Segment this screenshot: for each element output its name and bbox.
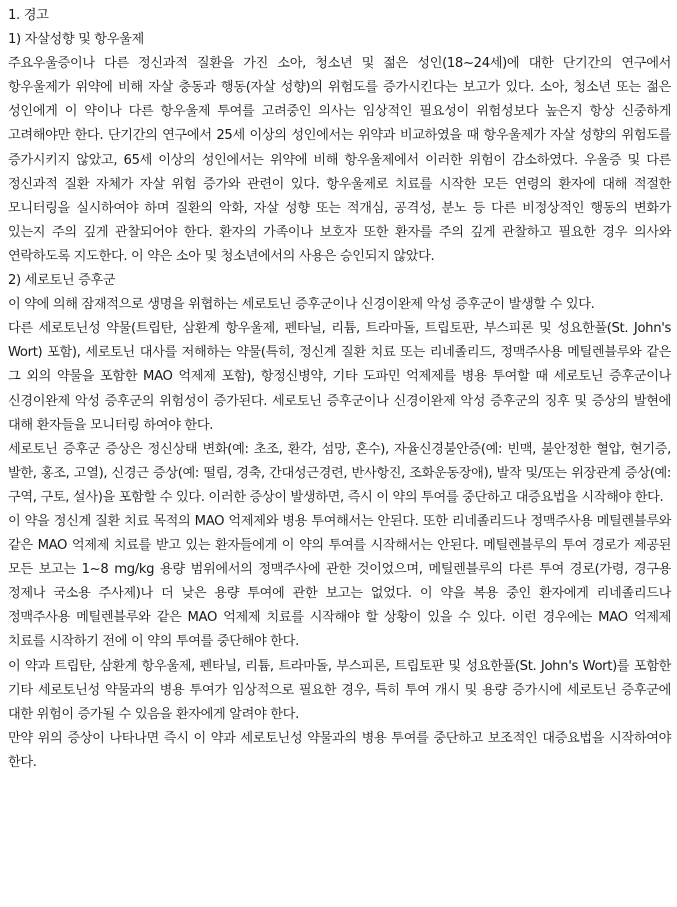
paragraph-mao-inhibitors: 이 약을 정신계 질환 치료 목적의 MAO 억제제와 병용 투여해서는 안된다. 또한 리네졸리드나 정맥주사용 메틸렌블루와 같은 MAO 억제제 치료를 받고 있는 환자들에게 이 약의 투여를 시작해서는 안된다. 메틸렌블루의 투여 경로가 제공된 모든 보고는 1~8 mg/kg 용량 범위에서의 정맥주사에 관한 것이었으며, 메틸렌블루의 다른 투여 경로(가령, 경구용 정제나 국소용 주사제)나 더 낮은 용량 투여에 관한 보고는 없었다. 이 약을 복용 중인 환자에게 리네졸리드나 정맥주사용 메틸렌블루와 같은 MAO 억제제 치료를 시작해야 할 상황이 있을 수 있다. 이런 경우에는 MAO 억제제 치료를 시작하기 전에 이 약의 투여를 중단해야 한다. — [8, 513, 671, 650]
section-title: 1. 경고 — [8, 8, 49, 23]
paragraph-discontinuation: 만약 위의 증상이 나타나면 즉시 이 약과 세로토닌성 약물과의 병용 투여를 중단하고 보조적인 대증요법을 시작하여야 한다. — [8, 730, 671, 770]
paragraph-patient-notice: 이 약과 트립탄, 삼환계 항우울제, 펜타닐, 리튬, 트라마돌, 부스피론, 트립토판 및 성요한풀(St. John's Wort)를 포함한 기타 세로토닌성 약물과의 병용 투여가 임상적으로 필요한 경우, 특히 투여 개시 및 용량 증가시에 세로토닌 증후군에 대한 위험이 증가될 수 있음을 환자에게 알려야 한다. — [8, 658, 671, 722]
subsection-title-serotonin-syndrome: 2) 세로토닌 증후군 — [8, 273, 116, 289]
paragraph-serotonin-risk: 이 약에 의해 잠재적으로 생명을 위협하는 세로토닌 증후군이나 신경이완제 악성 증후군이 발생할 수 있다. — [8, 297, 595, 313]
paragraph-serotonergic-drugs: 다른 세로토닌성 약물(트립탄, 삼환계 항우울제, 펜타닐, 리튬, 트라마돌, 트립토판, 부스피론 및 성요한풀(St. John's Wort) 포함), 세로토닌 대사를 저해하는 약물(특히, 정신계 질환 치료 또는 리네졸리드, 정맥주사용 메틸렌블루와 같은 그 외의 약물을 포함한 MAO 억제제 포함), 항정신병약, 기타 도파민 억제제를 병용 투여할 때 세로토닌 증후군이나 신경이완제 악성 증후군의 위험성이 증가된다. 세로토닌 증후군이나 신경이완제 악성 증후군의 징후 및 증상의 발현에 대해 환자들을 모니터링 하여야 한다. — [8, 321, 671, 433]
subsection-title-suicidality: 1) 자살성향 및 항우울제 — [8, 32, 144, 48]
paragraph-suicidality: 주요우울증이나 다른 정신과적 질환을 가진 소아, 청소년 및 젊은 성인(18~24세)에 대한 단기간의 연구에서 항우울제가 위약에 비해 자살 충동과 행동(자살 성향)의 위험도를 증가시킨다는 보고가 있다. 소아, 청소년 또는 젊은 성인에게 이 약이나 다른 항우울제 투여를 고려중인 의사는 임상적인 필요성이 위험성보다 높은지 항상 신중하게 고려해야만 한다. 단기간의 연구에서 25세 이상의 성인에서는 위약과 비교하였을 때 항우울제가 자살 성향의 위험도를 증가시키지 않았고, 65세 이상의 성인에서는 위약에 비해 항우울제에서 이러한 위험이 감소하였다. 우울증 및 다른 정신과적 질환 자체가 자살 위험 증가와 관련이 있다. 항우울제로 치료를 시작한 모든 연령의 환자에 대해 적절한 모니터링을 실시하여야 하며 질환의 악화, 자살 성향 또는 적개심, 공격성, 분노 등 다른 비정상적인 행동의 변화가 있는지 주의 깊게 관찰되어야 한다. 환자의 가족이나 보호자 또한 환자를 주의 깊게 관찰하고 필요한 경우 의사와 연락하도록 지도한다. 이 약은 소아 및 청소년에서의 사용은 승인되지 않았다. — [8, 56, 671, 264]
paragraph-symptoms: 세로토닌 증후군 증상은 정신상태 변화(예: 초조, 환각, 섬망, 혼수), 자율신경불안증(예: 빈맥, 불안정한 혈압, 현기증, 발한, 홍조, 고열), 신경근 증상(예: 떨림, 경축, 간대성근경련, 반사항진, 조화운동장애), 발작 및/또는 위장관계 증상(예: 구역, 구토, 설사)을 포함할 수 있다. 이러한 증상이 발생하면, 즉시 이 약의 투여를 중단하고 대증요법을 시작해야 한다. — [8, 441, 671, 505]
